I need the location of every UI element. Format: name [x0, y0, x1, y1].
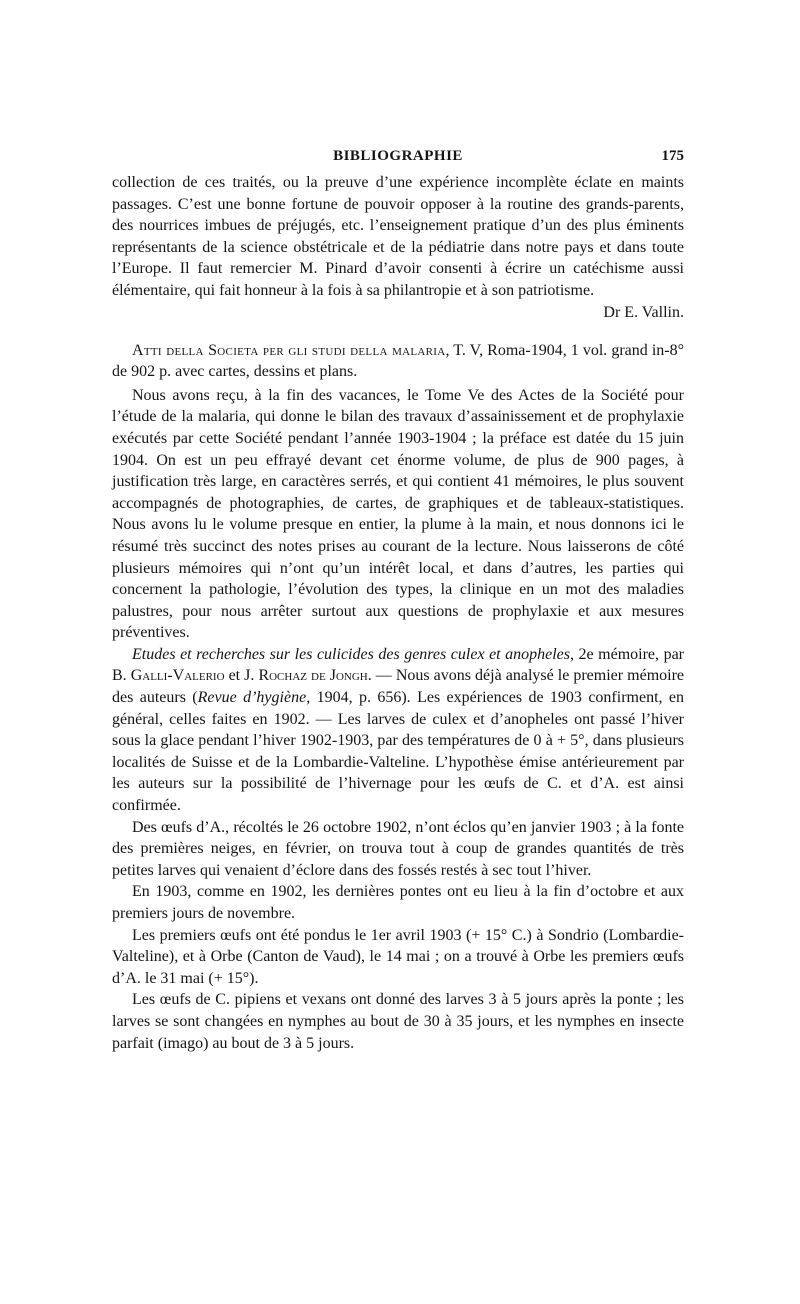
- review-paragraph-6: Les œufs de C. pipiens et vexans ont donné des larves 3 à 5 jours après la ponte ; les larves se sont changées en nymphes au bout de 30 à 35 jours, et les nymphes en insecte parfait (imago) au bout de 3 à 5 jours.: [112, 991, 684, 1052]
- review-paragraph-1: Nous avons reçu, à la fin des vacances, le Tome Ve des Actes de la Société pour l’étude de la malaria, qui donne le bilan des travaux d’assainissement et de prophylaxie exécutés par cette Société pendant l’année 1903-1904 ; la préface est datée du 15 juin 1904. On est un peu effrayé devant cet énorme volume, de plus de 900 pages, à justification très large, en caractères serrés, et qui contient 41 mémoires, le plus souvent accompagnés de photographies, de cartes, de graphiques et de tableaux-statistiques. Nous avons lu le volume presque en entier, la plume à la main, et nous donnons ici le résumé très succinct des notes prises au courant de la lecture. Nous laisserons de côté plusieurs mémoires qui n’ont qu’un intérêt local, et dans d’autres, les parties qui concernent la pathologie, l’évolution des types, la clinique en un mot des maladies palustres, pour nous arrêter surtout aux questions de prophylaxie et aux mesures préventives.: [112, 386, 684, 642]
- previous-review-closing-paragraph: collection de ces traités, ou la preuve d’une expérience incomplète éclate en maints passages. C’est une bonne fortune de pouvoir opposer à la routine des grands-parents, des nourrices imbues de préjugés, etc. l’enseignement pratique d’un des plus éminents représentants de la science obstétricale et de la pédiatrie dans notre pays et dans toute l’Europe. Il faut remercier M. Pinard d’avoir consenti à écrire un catéchisme aussi élémentaire, qui fait honneur à la fois à sa philantropie et à son patriotisme.: [112, 174, 684, 299]
- review-paragraph-3: Des œufs d’A., récoltés le 26 octobre 1902, n’ont éclos qu’en janvier 1903 ; à la fonte des premières neiges, en février, on trouva tout à coup de grandes quantités de très petites larves qui venaient d’éclore dans des fossés restés à sec tout l’hiver.: [112, 818, 684, 879]
- memoir-title: Etudes et recherches sur les culicides des genres culex et anopheles: [132, 645, 571, 663]
- page-number: 175: [661, 148, 684, 164]
- p2-text-a: , 2e mémoire, par: [570, 645, 684, 663]
- author-1: B. Galli-Valerio: [112, 667, 225, 685]
- review-paragraph-4: En 1903, comme en 1902, les dernières pontes ont eu lieu à la fin d’octobre et aux premiers jours de novembre.: [112, 883, 684, 922]
- p2-text-b: et: [224, 667, 245, 685]
- document-page: [112, 148, 684, 1054]
- running-head-title: BIBLIOGRAPHIE: [333, 148, 463, 164]
- running-head: [112, 148, 684, 172]
- signature-text: Dr E. Vallin.: [603, 303, 684, 321]
- reviewer-signature: [112, 304, 684, 322]
- review-paragraph-5: Les premiers œufs ont été pondus le 1er avril 1903 (+ 15° C.) à Sondrio (Lombardie-Valteline), et à Orbe (Canton de Vaud), le 14 mai ; on a trouvé à Orbe les premiers œufs d’A. le 31 mai (+ 15°).: [112, 926, 684, 987]
- journal-title: Revue d’hygiène: [197, 689, 307, 707]
- reference-title: Atti della Societa per gli studi della malaria: [132, 341, 446, 359]
- p2-text-d: , 1904, p. 656). Les expériences de 1903 confirment, en général, celles faites en 1902. — Les larves de culex et d’anopheles ont passé l’hiver sous la glace pendant l’hiver 1902-1903, par des températures de 0 à + 5°, dans plusieurs localités de Suisse et de la Lombardie-Valteline. L’hypothèse émise antérieurement par les auteurs sur la possibilité de l’hivernage pour les œufs de C. et d’A. est ainsi confirmée.: [112, 689, 685, 815]
- p2-text-c: . — Nous avons déjà analysé le premier mémoire des auteurs (: [112, 667, 685, 707]
- review-reference: [112, 340, 684, 383]
- reference-details: , T. V, Roma-1904, 1 vol. grand in-8° de 902 p. avec cartes, dessins et plans.: [112, 341, 685, 381]
- review-paragraph-2: [112, 644, 684, 817]
- author-2: J. Rochaz de Jongh: [244, 667, 368, 685]
